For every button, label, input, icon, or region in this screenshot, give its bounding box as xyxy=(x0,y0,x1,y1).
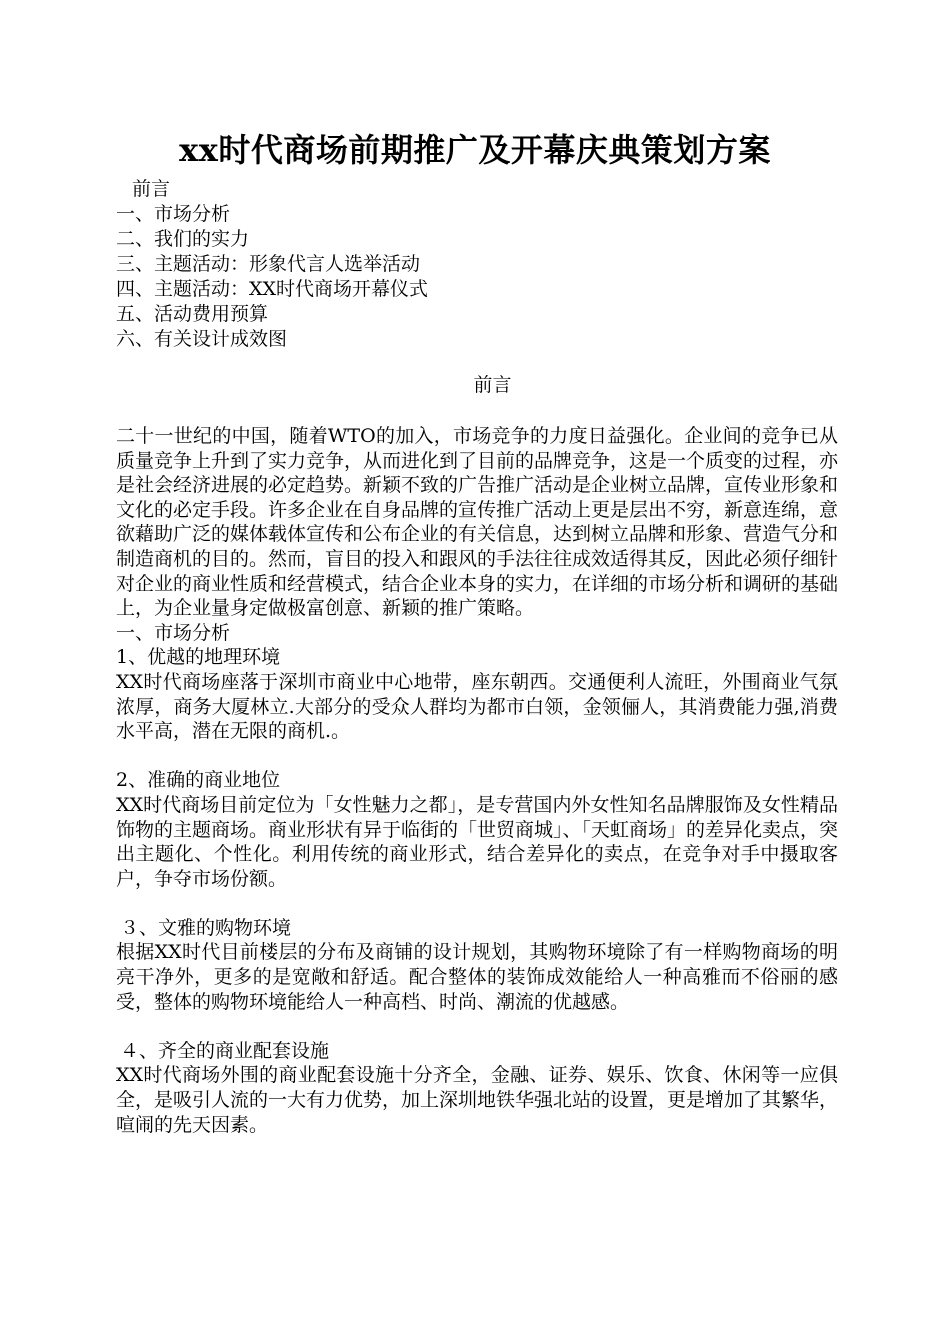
subsection-paragraph: 根据XX时代目前楼层的分布及商铺的设计规划，其购物环境除了有一样购物商场的明亮干净外，更多的是宽敞和舒适。配合整体的装饰成效能给人一种高雅而不俗丽的感受，整体的购物环境能给人一种高档、时尚、潮流的优越感。 xyxy=(116,941,838,1013)
preface-paragraph: 二十一世纪的中国，随着WTO的加入，市场竞争的力度日益强化。企业间的竞争已从质量竞争上升到了实力竞争，从而进化到了目前的品牌竞争，这是一个质变的过程，亦是社会经济进展的必定趋势。新颖不致的广告推广活动是企业树立品牌，宣传业形象和文化的必定手段。许多企业在自身品牌的宣传推广活动上更是层出不穷，新意连绵，意欲藉助广泛的媒体载体宣传和公布企业的有关信息，达到树立品牌和形象、营造气分和制造商机的目的。然而，盲目的投入和跟风的手法往往成效适得其反，因此必须仔细针对企业的商业性质和经营模式，结合企业本身的实力，在详细的市场分析和调研的基础上，为企业量身定做极富创意、新颖的推广策略。 xyxy=(116,425,839,620)
toc-item: 二、我们的实力 xyxy=(116,228,250,250)
table-of-contents xyxy=(116,177,836,352)
toc-item: 三、主题活动：形象代言人选举活动 xyxy=(116,253,421,275)
preface-heading: 前言 xyxy=(473,374,512,396)
subsection-heading: ４、齐全的商业配套设施 xyxy=(120,1039,330,1062)
paragraph-spacer xyxy=(116,891,838,916)
toc-item: 六、有关设计成效图 xyxy=(116,328,288,350)
paragraph-spacer xyxy=(116,1014,838,1039)
paragraph-spacer xyxy=(116,744,838,769)
subsection-heading: ３、文雅的购物环境 xyxy=(120,916,292,939)
toc-item: 五、活动费用预算 xyxy=(116,303,269,325)
toc-item: 四、主题活动：XX时代商场开幕仪式 xyxy=(116,278,429,300)
subsection-heading: 2、准确的商业地位 xyxy=(116,769,281,792)
subsection-heading: 1、优越的地理环境 xyxy=(116,646,281,669)
toc-item: 一、市场分析 xyxy=(116,203,231,225)
subsection-paragraph: XX时代商场座落于深圳市商业中心地带，座东朝西。交通便利人流旺，外围商业气氛浓厚，商务大厦林立.大部分的受众人群均为都市白领，金领俪人，其消费能力强,消费水平高，潜在无限的商机.。 xyxy=(116,670,838,743)
toc-heading: 前言 xyxy=(132,178,171,200)
subsection-paragraph: XX时代商场目前定位为「女性魅力之都」，是专营国内外女性知名品牌服饰及女性精品饰物的主题商场。商业形状有异于临街的「世贸商城」、「天虹商场」的差异化卖点，突出主题化、个性化。利用传统的商业形式，结合差异化的卖点，在竞争对手中摄取客户，争夺市场份额。 xyxy=(116,793,839,890)
document-body xyxy=(116,424,838,1137)
document-title: xx时代商场前期推广及开幕庆典策划方案 xyxy=(179,131,771,169)
market-analysis-heading: 一、市场分析 xyxy=(116,621,231,644)
subsection-paragraph: XX时代商场外围的商业配套设施十分齐全，金融、证券、娱乐、饮食、休闲等一应俱全，是吸引人流的一大有力优势，加上深圳地铁华强北站的设置，更是增加了其繁华，喧闹的先天因素。 xyxy=(116,1064,839,1136)
